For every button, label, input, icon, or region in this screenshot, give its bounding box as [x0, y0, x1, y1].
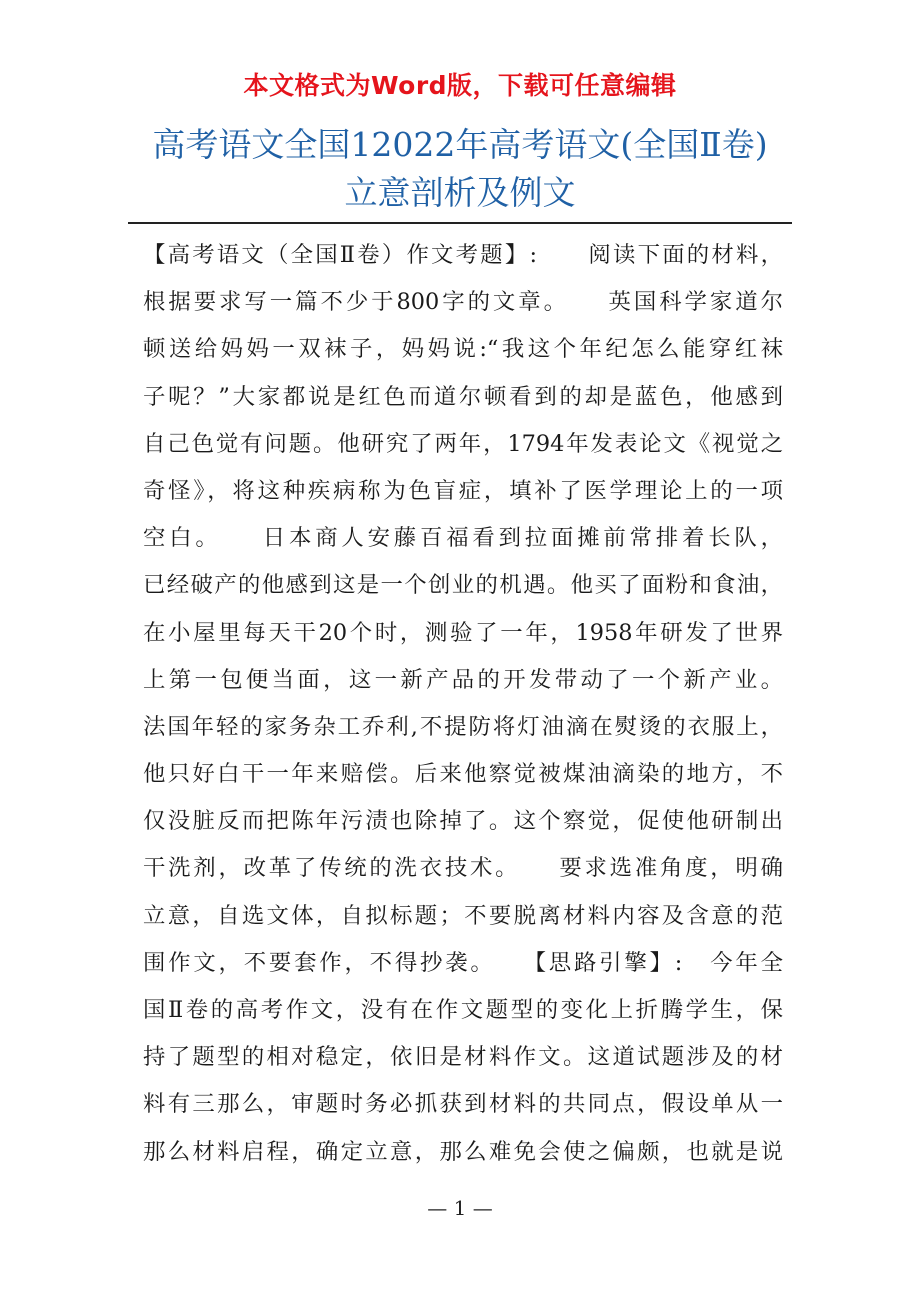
body-line: 立意，自选文体，自拟标题；不要脱离材料内容及含意的范 [143, 902, 783, 929]
format-banner: 本文格式为Word版，下载可任意编辑 [243, 71, 677, 100]
body-line: 子呢？”大家都说是红色而道尔顿看到的却是蓝色，他感到 [143, 383, 783, 410]
body-line: 他只好白干一年来赔偿。后来他察觉被煤油滴染的地方，不 [143, 761, 783, 788]
body-line: 法国年轻的家务杂工乔利,不提防将灯油滴在熨烫的衣服上， [143, 713, 783, 740]
body-line: 料有三那么，审题时务必抓获到材料的共同点，假设单从一 [143, 1091, 783, 1118]
body-line: 自己色觉有问题。他研究了两年，1794年发表论文《视觉之 [143, 430, 783, 457]
body-line: 在小屋里每天干20个时，测验了一年，1958年研发了世界 [143, 619, 783, 646]
body-line: 已经破产的他感到这是一个创业的机遇。他买了面粉和食油， [143, 572, 783, 599]
body-line: 围作文，不要套作，不得抄袭。 【思路引擎】: 今年全 [143, 949, 783, 976]
title-line-1: 高考语文全国12022年高考语文(全国Ⅱ卷) [152, 125, 768, 164]
body-line: 上第一包便当面，这一新产品的开发带动了一个新产业。 [143, 666, 783, 693]
body-line: 【高考语文（全国Ⅱ卷）作文考题】: 阅读下面的材料， [143, 242, 783, 268]
body-line: 顿送给妈妈一双袜子，妈妈说:“我这个年纪怎么能穿红袜 [143, 336, 783, 363]
body-line: 干洗剂，改革了传统的洗衣技术。 要求选准角度，明确 [143, 855, 783, 882]
body-line: 国Ⅱ卷的高考作文，没有在作文题型的变化上折腾学生，保 [143, 997, 783, 1023]
body-text [143, 232, 783, 1176]
body-line: 仅没脏反而把陈年污渍也除掉了。这个察觉，促使他研制出 [143, 808, 783, 835]
title-line-2: 立意剖析及例文 [344, 173, 576, 212]
page-number: — 1 — [427, 1196, 493, 1220]
body-line: 根据要求写一篇不少于800字的文章。 英国科学家道尔 [143, 289, 783, 316]
document-title [100, 121, 820, 217]
body-line: 持了题型的相对稳定，依旧是材料作文。这道试题涉及的材 [143, 1044, 783, 1071]
body-line: 那么材料启程，确定立意，那么难免会使之偏颇，也就是说 [143, 1138, 783, 1165]
title-divider [128, 222, 792, 224]
body-line: 空白。 日本商人安藤百福看到拉面摊前常排着长队， [143, 525, 783, 552]
body-line: 奇怪》，将这种疾病称为色盲症，填补了医学理论上的一项 [143, 477, 783, 504]
